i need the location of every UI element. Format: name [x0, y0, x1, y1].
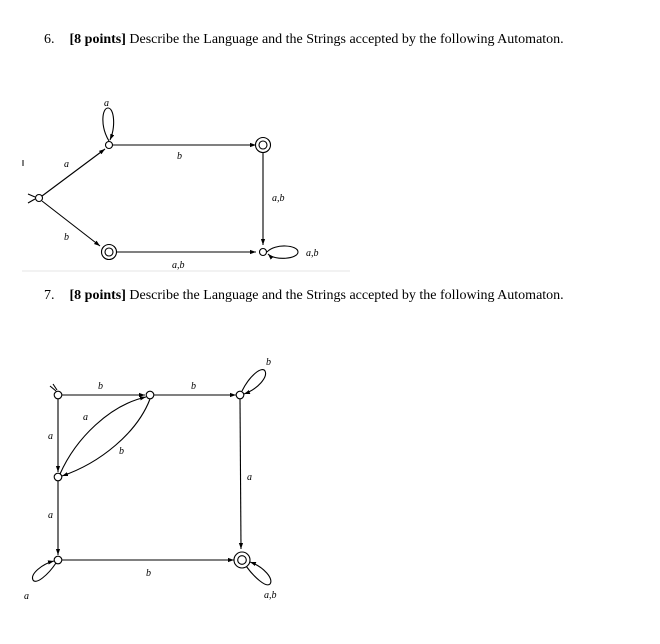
label-loop-bottom-left: a — [24, 591, 29, 602]
state-start — [36, 195, 43, 202]
loop-p4 — [33, 561, 56, 581]
loop-q1 — [103, 108, 114, 141]
label-edge-left-upper: a — [48, 431, 53, 442]
label-edge-lower-left: b — [64, 232, 69, 243]
loop-p5 — [246, 562, 271, 585]
state-p2 — [236, 391, 244, 399]
state-p3 — [54, 473, 62, 481]
state-p1 — [146, 391, 154, 399]
start-arrow — [28, 199, 35, 203]
label-edge-bottom: b — [146, 568, 151, 579]
label-edge-top: b — [177, 151, 182, 162]
label-loop-bottom-right: a,b — [264, 590, 277, 601]
start-arrow — [28, 194, 35, 197]
edge-p2-to-p5 — [240, 399, 241, 549]
question-text: Describe the Language and the Strings accepted by the following Automaton. — [129, 32, 564, 47]
question-text: Describe the Language and the Strings accepted by the following Automaton. — [129, 288, 564, 303]
label-edge-curve-up: a — [83, 412, 88, 423]
label-edge-upper-left: a — [64, 159, 69, 170]
automaton-6 — [22, 108, 350, 271]
state-q4 — [260, 249, 267, 256]
label-edge-curve-down: b — [119, 446, 124, 457]
label-loop-top: a — [104, 98, 109, 109]
label-edge-right: a,b — [272, 193, 285, 204]
question-points: [8 points] — [69, 32, 126, 47]
state-p5-accept-inner — [238, 556, 247, 565]
state-p0-start — [54, 391, 62, 399]
automaton-7 — [33, 370, 271, 585]
state-q3-accept-inner — [259, 141, 267, 149]
loop-p2 — [242, 370, 266, 394]
label-edge-right: a — [247, 472, 252, 483]
edge-p3-to-p1-curve — [60, 397, 146, 474]
label-edge-top-left: b — [98, 381, 103, 392]
edge-start-to-q1 — [42, 149, 105, 196]
label-edge-top-right: b — [191, 381, 196, 392]
label-edge-left-lower: a — [48, 510, 53, 521]
edge-p1-to-p3-curve — [62, 399, 150, 476]
question-number: 6. — [44, 32, 55, 47]
label-loop-top-right: b — [266, 357, 271, 368]
state-q2-accept-inner — [105, 248, 113, 256]
state-p4 — [54, 556, 62, 564]
loop-q4 — [267, 246, 298, 258]
question-number: 7. — [44, 288, 55, 303]
question-points: [8 points] — [69, 288, 126, 303]
label-loop-right: a,b — [306, 248, 319, 259]
label-edge-bottom: a,b — [172, 260, 185, 271]
state-q1 — [106, 142, 113, 149]
edge-start-to-q2 — [42, 201, 100, 246]
